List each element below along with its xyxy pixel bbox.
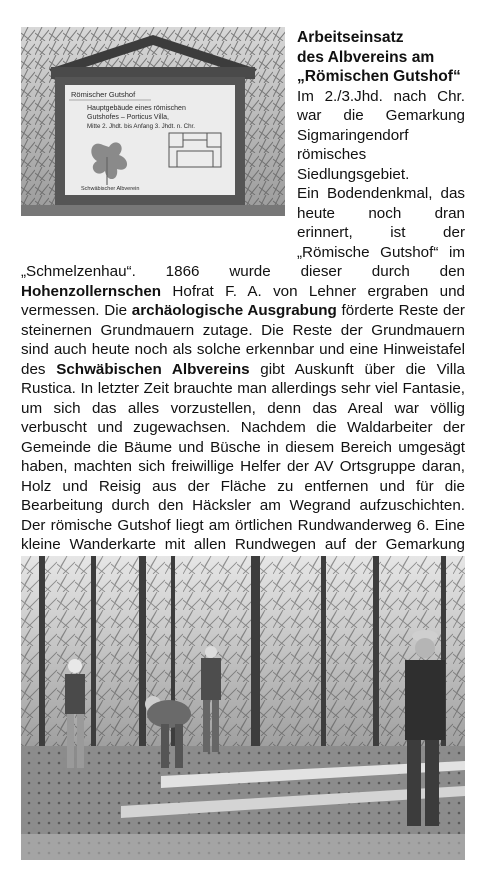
volunteers-photo-graphic bbox=[21, 556, 465, 860]
body-text-e: gibt Auskunft über die Villa Rustica. In letzter Zeit brauchte man allerdings sehr viel Fantasie, um sich das alles vorzustellen, denn das Areal war völlig verbuscht und zugewachsen. Nachdem die Waldarbeiter der Gemeinde die Bäume und Büsche in diesem Bereich umgesägt haben, machten sich freiwillige Helfer der AV Ortsgruppe daran, Holz und Reisig aus der Fläche zu entfernen und für die Bearbeitung durch den Häcksler am Wegrand aufzuschichten. Der römische Gutshof liegt am örtlichen Rundwanderweg 6. Eine kleine Wanderkarte mit allen Rundwegen auf der Gemarkung bbox=[21, 360, 465, 553]
title-line-1: Arbeitseinsatz bbox=[297, 29, 404, 46]
volunteers-photo bbox=[21, 556, 465, 860]
photo-spacer bbox=[21, 28, 297, 246]
sign-line-2: Gutshofes – Porticus Villa, bbox=[87, 114, 169, 121]
article bbox=[21, 28, 465, 574]
body-bold-albverein: Schwäbischen Albvereins bbox=[56, 360, 250, 378]
sign-line-3: Mitte 2. Jhdt. bis Anfang 3. Jhdt. n. Chr. bbox=[87, 123, 195, 130]
sign-line-1: Hauptgebäude eines römischen bbox=[87, 105, 186, 112]
sign-heading: Römischer Gutshof bbox=[71, 90, 136, 99]
title-line-3: „Römischen Gutshof“ bbox=[297, 68, 461, 85]
article-intro: Im 2./3.Jhd. nach Chr. war die Gemarkung Sigmaringendorf römisches Siedlungsgebiet. bbox=[297, 87, 465, 183]
body-text-a: Ein Bodendenkmal, das heute noch dran erinnert, ist der „Römische Gutshof“ im „Schmelzenhau“. 1866 wurde dieser durch den bbox=[21, 185, 465, 280]
title-line-2: des Albvereins am bbox=[297, 48, 435, 66]
sign-footer: Schwäbischer Albverein bbox=[81, 186, 140, 192]
body-text-d: förderte Reste der steinernen Grundmauern zutage. Die Reste der Grundmauern sind auch heute noch als solche erkennbar und eine Hinweistafel des bbox=[21, 302, 465, 378]
body-text-c: Hofrat F. A. von Lehner ergraben und vermessen. Die bbox=[21, 282, 465, 319]
body-bold-hohenzollern: Hohenzollernschen bbox=[21, 282, 162, 300]
body-bold-ausgrabung: archäologische Ausgrabung bbox=[131, 302, 337, 319]
